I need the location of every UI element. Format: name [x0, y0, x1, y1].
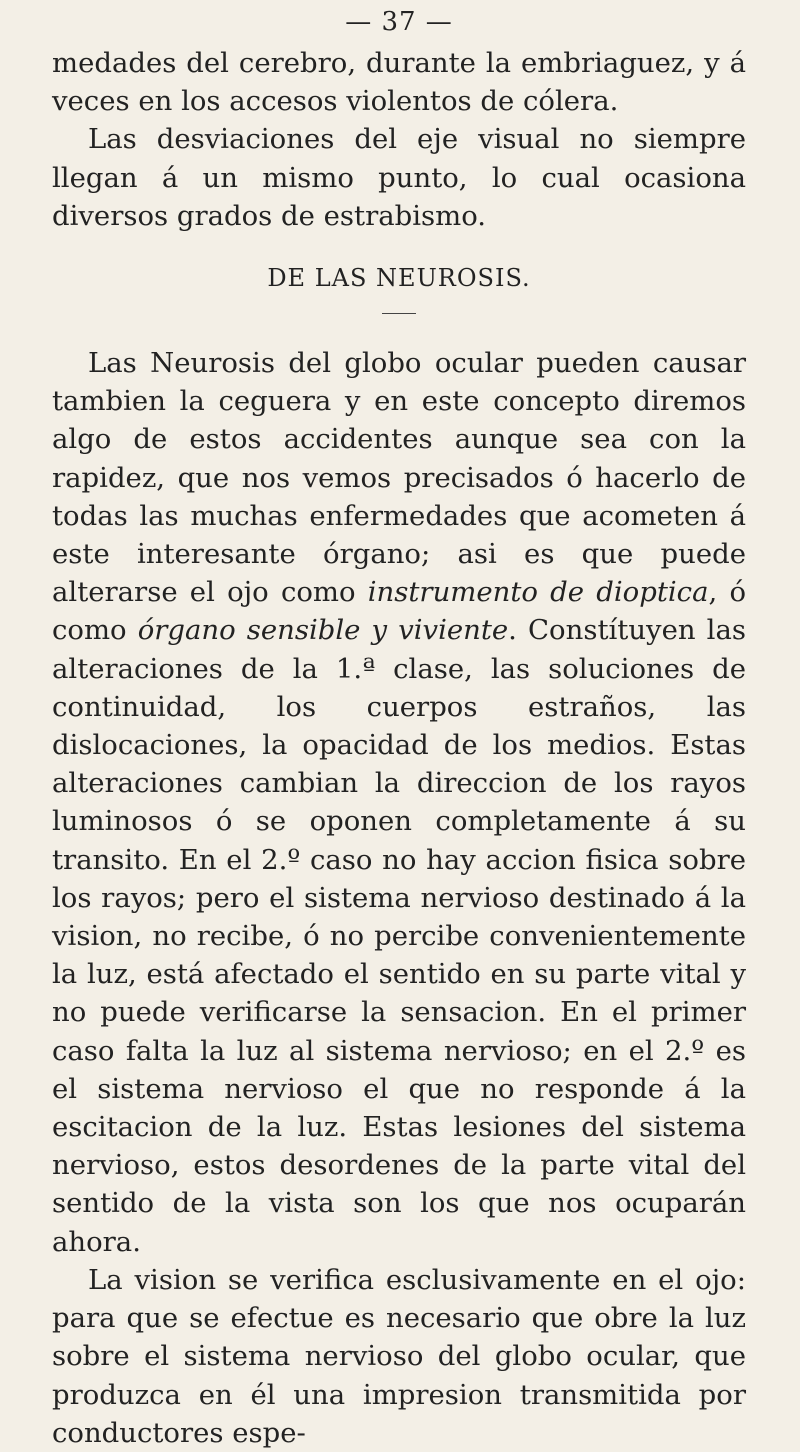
paragraph-vision: La vision se verifica esclusivamente en el ojo: para que se efectue es necesario que obre la luz sobre el sistema nervioso del globo ocular, que produzca en él una impresion transmitida por conductores espe- — [52, 1263, 746, 1449]
opening-text — [52, 44, 746, 235]
section-body — [52, 344, 746, 1452]
italic-instrumento: instrumento de dioptica — [367, 576, 709, 609]
section-heading: DE LAS NEUROSIS. — [267, 264, 531, 293]
italic-organo: órgano sensible y viviente — [137, 614, 509, 647]
heading-rule — [382, 313, 416, 314]
paragraph-desviaciones: Las desviaciones del eje visual no siempre llegan á un mismo punto, lo cual ocasiona diversos grados de estrabismo. — [52, 123, 746, 232]
paragraph-neurosis-part-b: , ó como — [52, 576, 746, 647]
paragraph-neurosis-part-a: Las Neurosis del globo ocular pueden causar tambien la ceguera y en este concepto diremos algo de estos accidentes aunque sea con la rapidez, que nos vemos precisados ó hacerlo de todas las muchas enfermedades que acometen á este interesante órgano; asi es que puede alterarse el ojo como — [52, 347, 746, 609]
continuation-paragraph: medades del cerebro, durante la embriaguez, y á veces en los accesos violentos de cólera. — [52, 47, 746, 118]
paragraph-neurosis — [52, 344, 746, 1261]
book-page — [52, 6, 746, 1449]
paragraph-neurosis-part-c: . Constítuyen las alteraciones de la 1.ª clase, las soluciones de continuidad, los cuerpos estraños, las dislocaciones, la opacidad de los medios. Estas alteraciones cambian la direccion de los rayos luminosos ó se oponen completamente á su transito. En el 2.º caso no hay accion fisica sobre los rayos; pero el sistema nervioso destinado á la vision, no recibe, ó no percibe convenientemente la luz, está afectado el sentido en su parte vital y no puede verificarse la sensacion. En el primer caso falta la luz al sistema nervioso; en el 2.º es el sistema nervioso el que no responde á la escitacion de la luz. Estas lesiones del sistema nervioso, estos desordenes de la parte vital del sentido de la vista son los que nos ocuparán ahora. — [52, 614, 746, 1258]
page-number: — 37 — — [345, 7, 453, 37]
